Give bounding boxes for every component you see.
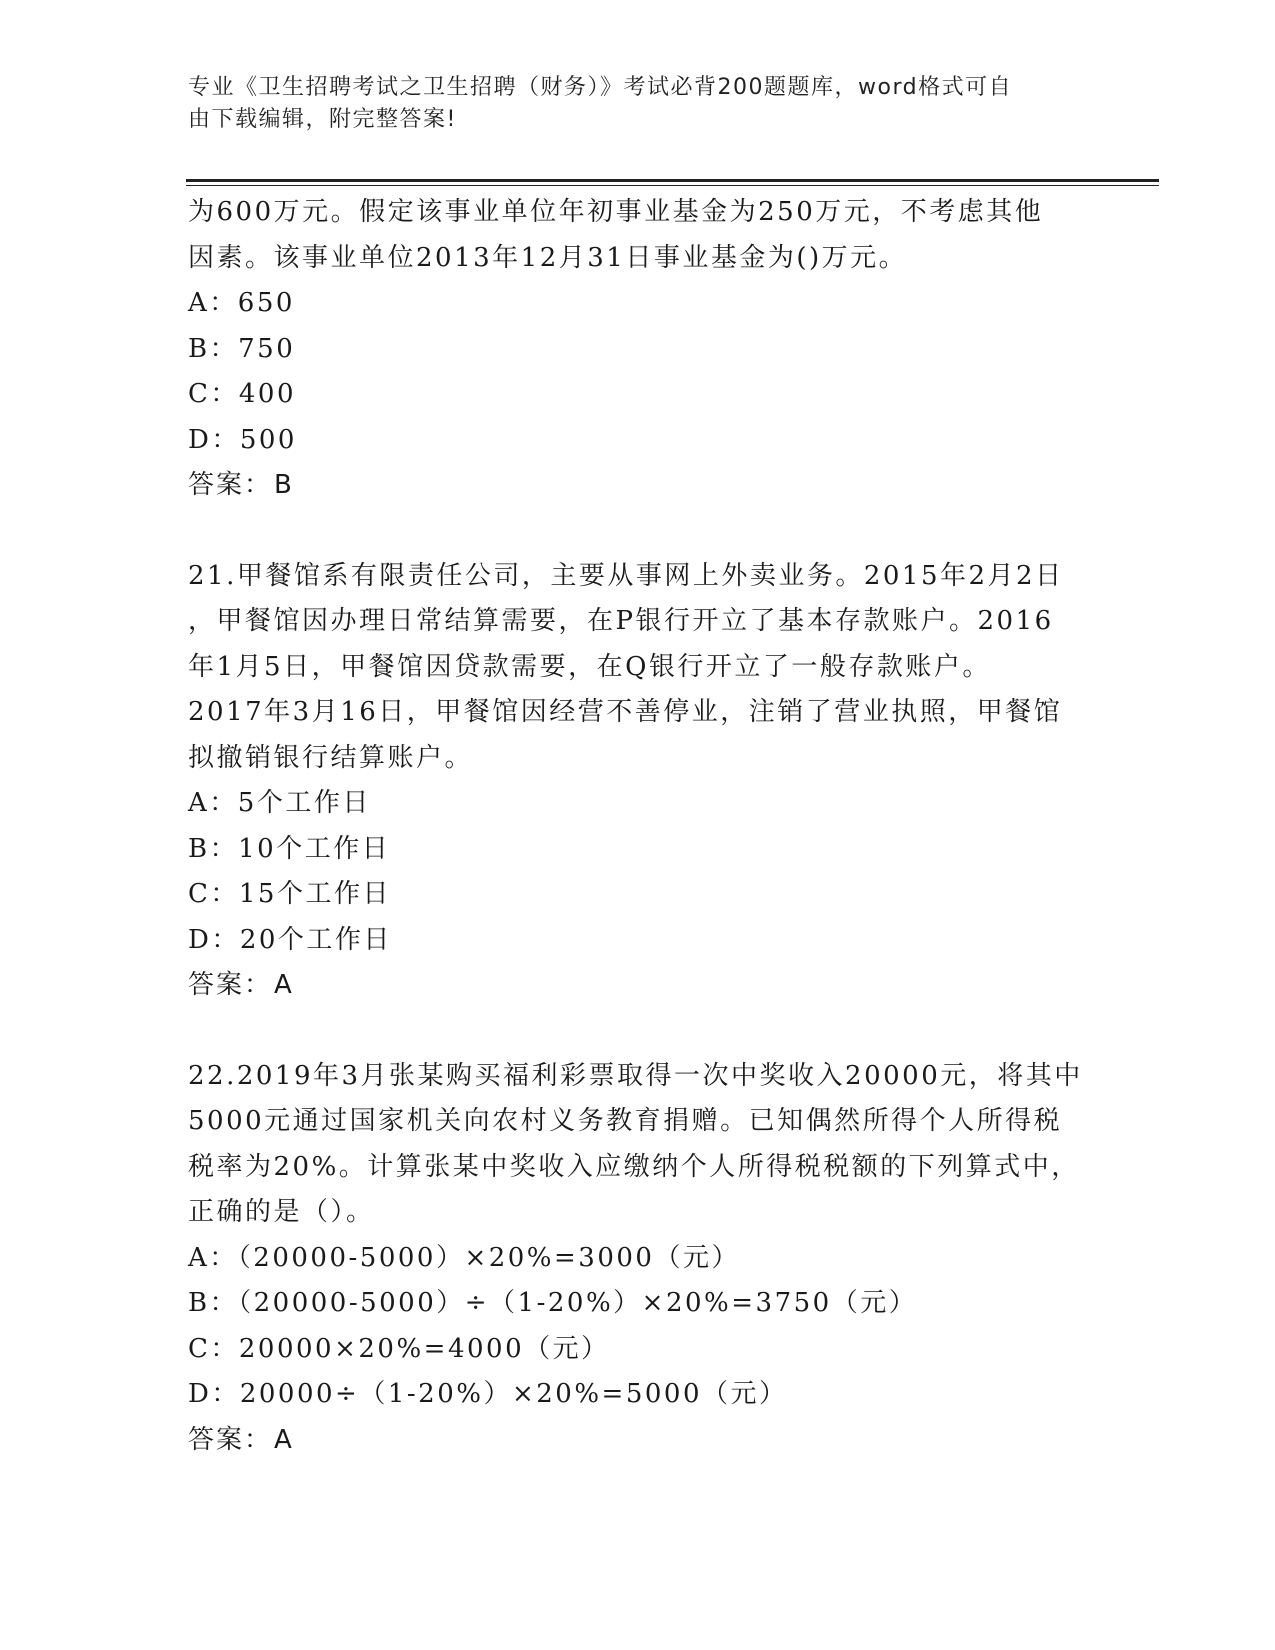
question-stem-line: 为600万元。假定该事业单位年初事业基金为250万元，不考虑其他 xyxy=(188,197,1044,227)
option-a: A：650 xyxy=(188,288,295,318)
answer-label: 答案： xyxy=(188,1424,273,1455)
answer-line xyxy=(188,963,1088,1009)
header-title-line-1: 专业《卫生招聘考试之卫生招聘（财务）》考试必背200题题库，word格式可自 xyxy=(188,75,1013,100)
option-b: B：750 xyxy=(188,333,296,364)
answer-value: A xyxy=(274,970,294,1000)
answer-line xyxy=(188,463,1088,509)
answer-label: 答案： xyxy=(188,470,273,500)
header-title-line-2: 由下载编辑，附完整答案! xyxy=(188,107,457,132)
option-d: D：20000÷（1-20%）×20%=5000（元） xyxy=(188,1379,788,1409)
option-c: C：400 xyxy=(188,379,297,409)
option-a: A：5个工作日 xyxy=(188,788,371,818)
option-b: B：10个工作日 xyxy=(188,833,391,864)
question-stem-line: 22.2019年3月张某购买福利彩票取得一次中奖收入20000元，将其中 xyxy=(188,1060,1083,1091)
question-22 xyxy=(188,1054,1088,1464)
answer-label: 答案： xyxy=(188,970,273,1000)
option-c: C：20000×20%=4000（元） xyxy=(188,1333,610,1364)
answer-value: A xyxy=(274,1424,294,1455)
answer-value: B xyxy=(274,470,294,500)
option-d: D：500 xyxy=(188,424,297,455)
option-d: D：20个工作日 xyxy=(188,924,392,955)
question-stem-line: 21.甲餐馆系有限责任公司，主要从事网上外卖业务。2015年2月2日 xyxy=(188,560,1064,591)
header-divider-thin xyxy=(186,185,1159,186)
question-20 xyxy=(188,190,1088,509)
page-header xyxy=(188,72,1088,136)
option-b: B：（20000-5000）÷（1-20%）×20%=3750（元） xyxy=(188,1288,918,1318)
option-c: C：15个工作日 xyxy=(188,879,391,909)
question-spacer xyxy=(188,509,1088,554)
question-stem-line: 税率为20%。计算张某中奖收入应缴纳个人所得税税额的下列算式中， xyxy=(188,1151,1080,1182)
question-stem-line: 正确的是（）。 xyxy=(188,1197,375,1227)
question-stem-line: 2017年3月16日，甲餐馆因经营不善停业，注销了营业执照，甲餐馆 xyxy=(188,697,1063,727)
question-21 xyxy=(188,554,1088,1009)
header-divider-thick xyxy=(186,179,1159,182)
question-stem-line: 拟撤销银行结算账户。 xyxy=(188,742,474,773)
question-stem-line: ，甲餐馆因办理日常结算需要，在P银行开立了基本存款账户。2016 xyxy=(188,606,1054,636)
question-stem-line: 5000元通过国家机关向农村义务教育捐赠。已知偶然所得个人所得税 xyxy=(188,1106,1063,1136)
question-stem-line: 年1月5日，甲餐馆因贷款需要，在Q银行开立了一般存款账户。 xyxy=(188,651,991,682)
option-a: A：（20000-5000）×20%=3000（元） xyxy=(188,1242,740,1273)
question-stem-line: 因素。该事业单位2013年12月31日事业基金为()万元。 xyxy=(188,242,908,273)
question-content xyxy=(188,190,1088,1463)
answer-line xyxy=(188,1418,1088,1464)
question-spacer xyxy=(188,1009,1088,1054)
